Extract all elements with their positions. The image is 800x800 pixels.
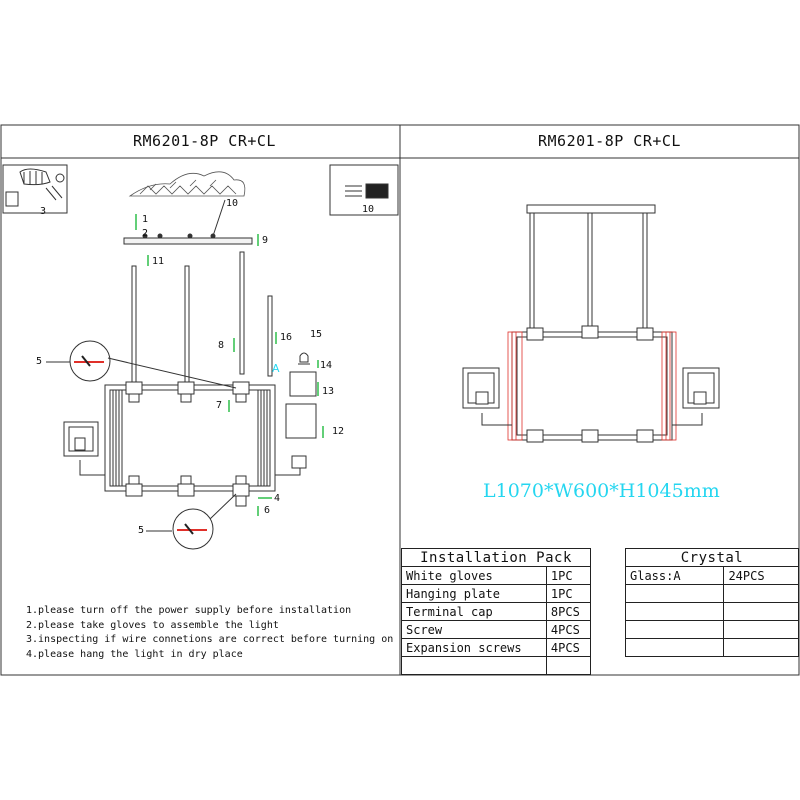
installation-pack-table [401,548,591,675]
side-shade-right [292,456,306,468]
callout-16: 16 [280,332,293,343]
table-row [626,603,799,621]
callout-4: 4 [274,493,281,504]
callout-8: 8 [218,340,225,351]
crystal-item [626,585,724,603]
crystal-qty [724,585,799,603]
table-row [402,657,591,675]
crystal-item: Glass:A [626,567,724,585]
wire-detail-top [46,341,236,388]
left-title: RM6201-8P CR+CL [133,132,276,150]
crystal-qty [724,639,799,657]
pack-item: Terminal cap [402,603,547,621]
table-row [626,567,799,585]
table-row [626,639,799,657]
callout-10-box: 10 [362,204,375,215]
instruction-item: 1.please turn off the power supply before installation [26,605,352,616]
pack-qty: 1PC [546,585,590,603]
table-row [626,621,799,639]
assembled-crystal-right [662,332,676,440]
label-a: A [272,362,280,375]
crystal-cluster-icon [130,172,245,196]
table-row [626,585,799,603]
pack-qty: 8PCS [546,603,590,621]
crystal-item [626,639,724,657]
callout-5-bottom: 5 [138,525,145,536]
suspension-rods [132,252,272,384]
right-title: RM6201-8P CR+CL [538,132,681,150]
callout-1: 1 [142,214,149,225]
crystal-panel-right [258,390,267,486]
crystal-qty: 24PCS [724,567,799,585]
callout-3: 3 [40,206,47,217]
instruction-item: 2.please take gloves to assemble the light [26,619,279,631]
pack-qty: 4PCS [546,639,590,657]
exploded-parts [286,353,316,438]
pack-item: Expansion screws [402,639,547,657]
callout-15: 15 [310,329,323,340]
assembled-crystal-left [508,332,522,440]
table-row [402,585,591,603]
callout-9: 9 [262,235,269,246]
table-row [402,639,591,657]
crystal-item [626,603,724,621]
crystal-qty [724,603,799,621]
crystal-qty [724,621,799,639]
wire-detail-bottom [146,494,236,549]
callout-5-top: 5 [36,356,43,367]
callout-6: 6 [264,505,271,516]
installation-pack-title: Installation Pack [402,549,591,567]
crystal-item [626,621,724,639]
pack-item: Screw [402,621,547,639]
instruction-item: 3.inspecting if wire connetions are correct before turning on [26,634,394,646]
assembled-lamp [463,205,719,442]
crystal-title: Crystal [626,549,799,567]
gloves-icon [3,165,67,213]
callout-10-top: 10 [226,198,239,209]
pack-item: White gloves [402,567,547,585]
crystal-table [625,548,799,657]
callout-12: 12 [332,426,345,437]
callout-11: 11 [152,256,165,267]
callout-2: 2 [142,228,149,239]
table-row [402,567,591,585]
dimensions-label: L1070*W600*H1045mm [483,480,720,502]
table-row [402,603,591,621]
callout-7: 7 [216,400,223,411]
instruction-list [26,604,393,662]
side-shade-left [64,422,98,456]
instruction-item: 4.please hang the light in dry place [26,648,243,660]
callout-14: 14 [320,360,333,371]
callout-13: 13 [322,386,335,397]
pack-qty: 4PCS [546,621,590,639]
pack-qty: 1PC [546,567,590,585]
table-row [402,621,591,639]
direction-arrows [136,214,323,516]
pack-item: Hanging plate [402,585,547,603]
crystal-panel-left [110,390,122,486]
